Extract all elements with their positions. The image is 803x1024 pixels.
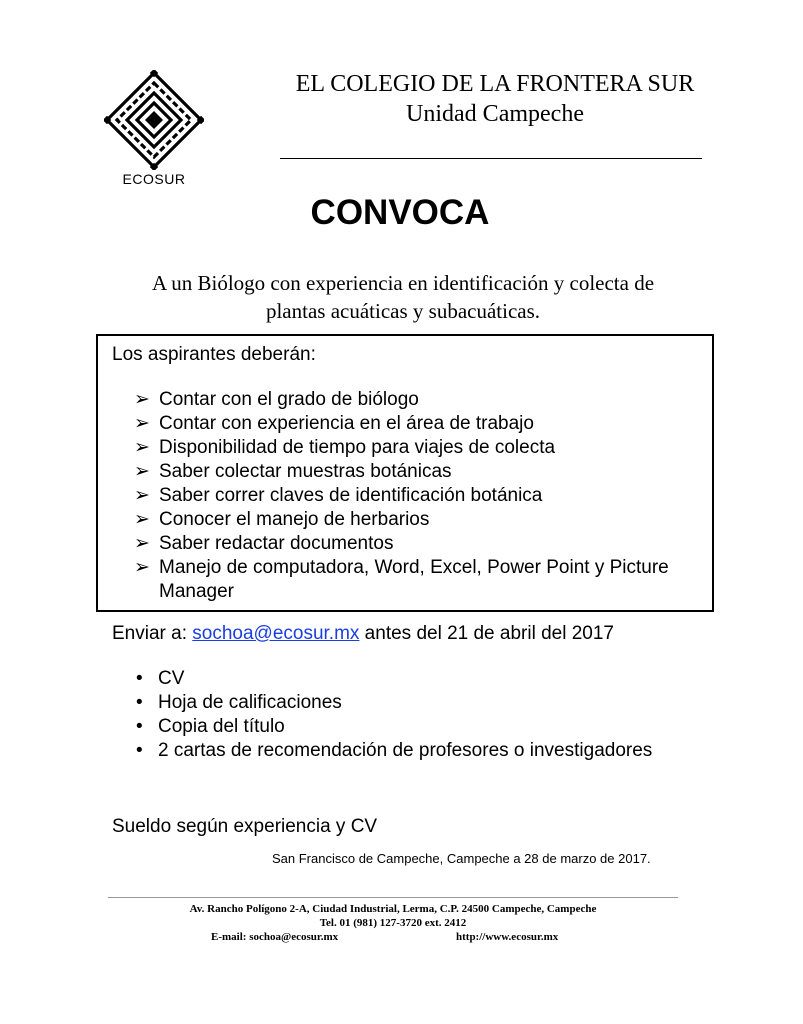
send-deadline: antes del 21 de abril del 2017 [359,623,614,644]
email-link[interactable]: sochoa@ecosur.mx [192,623,360,644]
requirements-list [134,388,694,604]
requirements-box [96,334,714,612]
requirement-item [134,484,694,508]
requirement-text: Disponibilidad de tiempo para viajes de colecta [159,437,556,458]
arrowhead-bullet-icon: ➢ [134,509,150,530]
arrowhead-bullet-icon: ➢ [134,557,150,578]
requirement-item [134,436,694,460]
requirement-item [134,388,694,412]
footer [108,902,678,944]
place-date: San Francisco de Campeche, Campeche a 28 de marzo de 2017. [272,851,651,866]
footer-contact-row [108,930,678,944]
intro-text [98,269,708,325]
ecosur-diamond-logo-icon [104,70,204,170]
document-item [134,667,694,691]
footer-website[interactable]: http://www.ecosur.mx [456,931,559,943]
arrowhead-bullet-icon: ➢ [134,485,150,506]
footer-email[interactable]: E-mail: sochoa@ecosur.mx [211,931,339,943]
round-bullet-icon: • [136,668,143,689]
round-bullet-icon: • [136,716,143,737]
send-prefix: Enviar a: [112,623,193,644]
requirement-text: Saber redactar documentos [159,533,394,554]
footer-address: Av. Rancho Polígono 2-A, Ciudad Industrial, Lerma, C.P. 24500 Campeche, Campeche [189,903,597,915]
arrowhead-bullet-icon: ➢ [134,533,150,554]
document-text: Hoja de calificaciones [158,692,342,713]
ecosur-logo [104,70,204,188]
requirement-text: Conocer el manejo de herbarios [159,509,430,530]
document-item [134,691,694,715]
arrowhead-bullet-icon: ➢ [134,437,150,458]
institution-name: EL COLEGIO DE LA FRONTERA SUR [295,71,695,97]
round-bullet-icon: • [136,692,143,713]
requirement-item [134,556,694,604]
header-divider [280,158,702,159]
salary-note: Sueldo según experiencia y CV [112,816,378,837]
footer-divider [108,897,678,898]
document-text: 2 cartas de recomendación de profesores o investigadores [158,740,653,761]
documents-list [134,667,694,763]
document-text: Copia del título [158,716,285,737]
arrowhead-bullet-icon: ➢ [134,413,150,434]
requirement-text: Contar con el grado de biólogo [159,389,419,410]
send-instructions [112,623,614,645]
requirement-item [134,412,694,436]
intro-line-2: plantas acuáticas y subacuáticas. [265,299,541,323]
requirement-text: Saber colectar muestras botánicas [159,461,452,482]
document-item [134,715,694,739]
requirement-item [134,460,694,484]
institution-unit: Unidad Campeche [406,101,584,127]
requirement-text: Saber correr claves de identificación botánica [159,485,543,506]
intro-line-1: A un Biólogo con experiencia en identificación y colecta de [151,271,655,295]
arrowhead-bullet-icon: ➢ [134,389,150,410]
footer-phone: Tel. 01 (981) 127-3720 ext. 2412 [319,917,467,929]
document-text: CV [158,668,185,689]
requirement-text: Contar con experiencia en el área de trabajo [159,413,534,434]
requirements-heading: Los aspirantes deberán: [112,344,316,365]
logo-text: ECOSUR [122,171,186,187]
round-bullet-icon: • [136,740,143,761]
requirement-item [134,532,694,556]
page-title: CONVOCA [310,193,490,232]
requirement-text: Manejo de computadora, Word, Excel, Power Point y Picture Manager [159,557,669,602]
document-item [134,739,694,763]
arrowhead-bullet-icon: ➢ [134,461,150,482]
requirement-item [134,508,694,532]
